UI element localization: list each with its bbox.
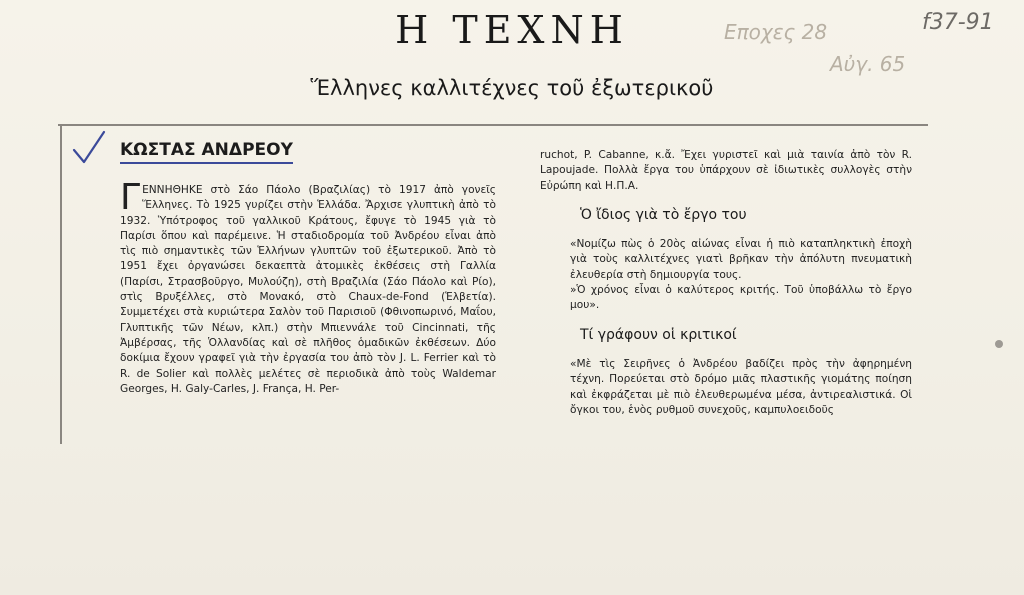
frame-left-rule	[60, 124, 62, 444]
checkmark-icon	[70, 128, 110, 168]
subheading-critics: Τί γράφουν οἱ κριτικοί	[580, 326, 737, 343]
handwritten-date-note: Αὐγ. 65	[830, 52, 906, 76]
handwritten-source-note: Εποχες 28	[724, 20, 828, 44]
frame-top-rule	[58, 124, 928, 126]
artist-quote-1: «Νομίζω πὼς ὁ 20ὸς αἰώνας εἶναι ἡ πιὸ καταπληκτικὴ ἐποχὴ γιὰ τοὺς καλλιτέχνες γιατὶ βρῆκαν τὴν ἀπόλυτη πνευματικὴ ἐλευθερία στὴ δημιουργία τους.	[570, 238, 912, 281]
article-body-right: ruchot, P. Cabanne, κ.ἄ. Ἔχει γυριστεῖ καὶ μιὰ ταινία ἀπὸ τὸν R. Lapoujade. Πολλὰ ἔργα του ὑπάρχουν σὲ ἰδιωτικὲς συλλογὲς στὴν Εὐρώπη καὶ Η.Π.Α.	[540, 149, 912, 192]
critic-quote: «Μὲ τὶς Σειρῆνες ὁ Ἀνδρέου βαδίζει πρὸς τὴν ἀφηρημένη τέχνη. Πορεύεται στὸ δρόμο μιᾶς πλαστικῆς γιομάτης ποίηση καὶ ἐκφράζεται μὲ πιὸ ἐλευθερωμένα μέσα, ἀντιρεαλιστικά. Οἱ ὄγκοι του, ἑνὸς ρυθμοῦ συνεχοῦς, καμπυλοειδοῦς	[570, 357, 912, 416]
article-column-right	[540, 148, 912, 418]
margin-dot-mark	[995, 340, 1003, 348]
artist-quote-2: »Ὁ χρόνος εἶναι ὁ καλύτερος κριτής. Τοῦ ὑποβάλλω τὸ ἔργο μου».	[570, 284, 912, 312]
handwritten-reference-number: f37-91	[922, 10, 994, 35]
page-title: Η ΤΕΧΝΗ	[395, 8, 629, 52]
section-subtitle: Ἕλληνες καλλιτέχνες τοῦ ἐξωτερικοῦ	[310, 76, 714, 100]
subheading-artist-statement: Ὁ ἴδιος γιὰ τὸ ἔργο του	[580, 206, 747, 223]
article-author-heading: ΚΩΣΤΑΣ ΑΝΔΡΕΟΥ	[120, 140, 293, 164]
drop-cap: Γ	[120, 177, 141, 218]
article-body-left: ΕΝΝΗΘΗΚΕ στὸ Σάο Πάολο (Βραζιλίας) τὸ 1917 ἀπὸ γονεῖς Ἕλληνες. Τὸ 1925 γυρίζει στὴν Ἑλλάδα. Ἄρχισε γλυπτικὴ ἀπὸ τὸ 1932. Ὑπότροφος τοῦ γαλλικοῦ Κράτους, ἔφυγε τὸ 1945 γιὰ τὸ Παρίσι ὅπου καὶ παρέμεινε. Ἡ σταδιοδρομία τοῦ Ἀνδρέου εἶναι ἀπὸ τὶς πιὸ σημαντικὲς τῶν Ἑλλήνων γλυπτῶν τοῦ ἐξωτερικοῦ. Ἀπὸ τὸ 1951 ἔχει ὀργανώσει δεκαεπτὰ ἀτομικὲς ἐκθέσεις στὴ Γαλλία (Παρίσι, Στρασβοῦργο, Μυλούζη), στὴ Βραζιλία (Σάο Πάολο καὶ Ρίο), στὶς Βρυξέλλες, στὸ Μονακό, στὸ Chaux-de-Fond (Ἑλβετία). Συμμετέχει στὰ κυριώτερα Σαλὸν τοῦ Παρισιοῦ (Φθινοπωρινό, Μαΐου, Γλυπτικῆς τῶν Νέων, κλπ.) στὴν Μπιεννάλε τοῦ Cincinnati, τῆς Ἀμβέρσας, τῆς Ὁλλανδίας καὶ σὲ πλῆθος ὁμαδικῶν ἐκθέσεων. Δύο δοκίμια ἔχουν γραφεῖ γιὰ τὴν ἐργασία του ἀπὸ τὸν J. L. Ferrier καὶ τὸ R. de Solier καὶ πολλὲς μελέτες σὲ περιοδικὰ ἀπὸ τοὺς Waldemar Georges, H. Galy-Carles, J. França, H. Per-	[120, 184, 496, 395]
article-column-left	[120, 177, 496, 397]
